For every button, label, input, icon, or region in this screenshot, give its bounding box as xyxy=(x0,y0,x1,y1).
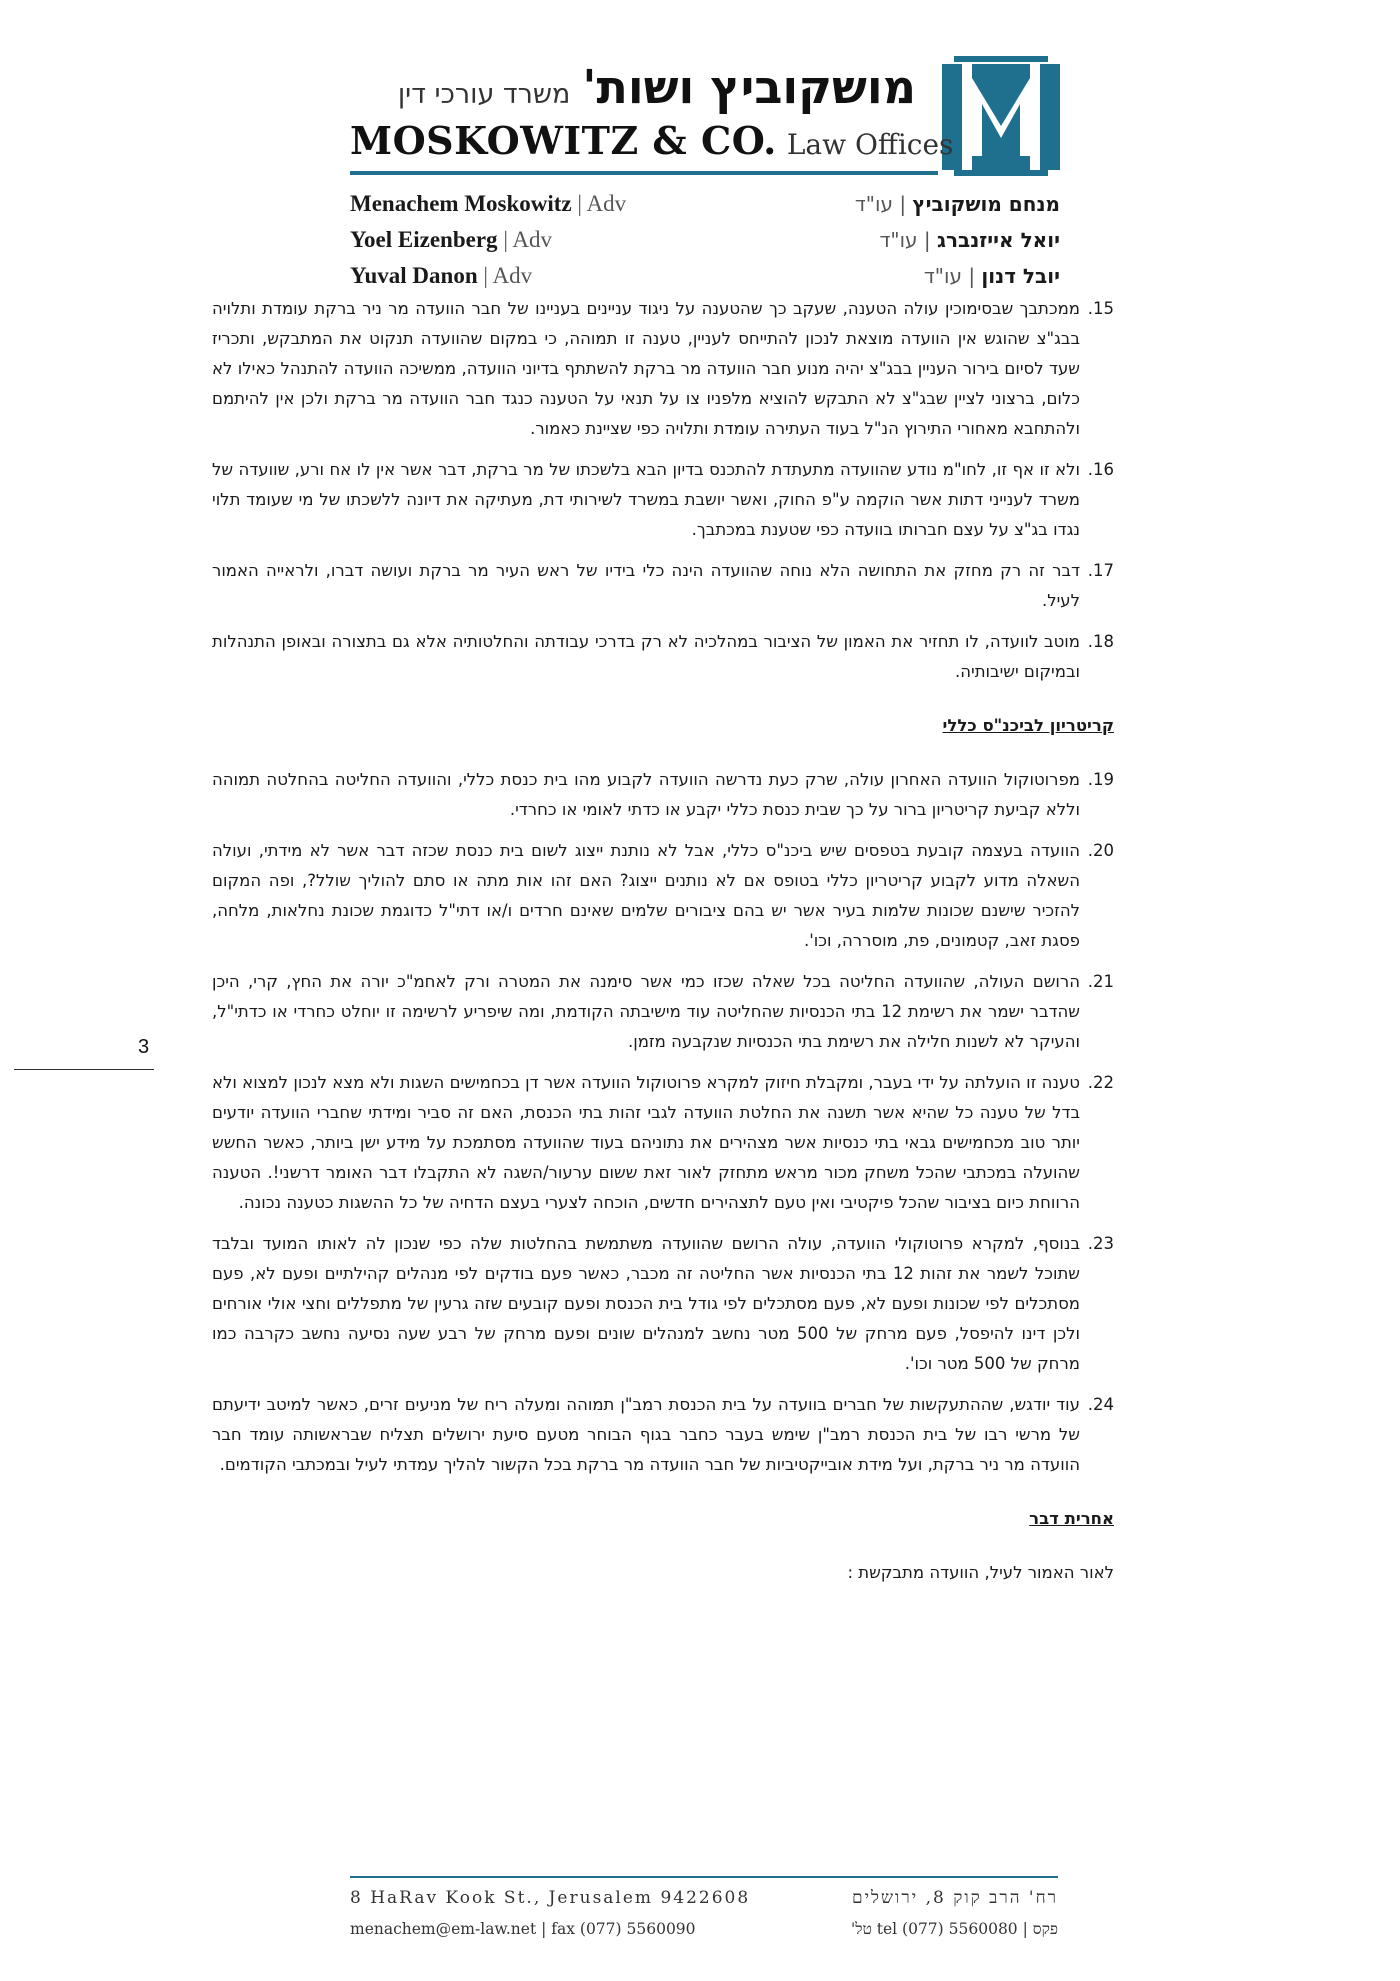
paragraph-text: טענה זו הועלתה על ידי בעבר, ומקבלת חיזוק למקרא פרוטוקול הוועדה אשר דן בכחמישים השגות ולא מצא לנכון למצוא ולא בדל של טענה כל שהיא אשר תשנה את החלטת הוועדה לגבי זהות בתי הכנסת, האם זה סביר ומידתי שחברי הוועדה יודעים יותר טוב מכחמישים גבאי בתי כנסיות אשר מצהירים את נתוניהם בעוד שהוועדה מסתמכת על מידע ישן ביותר, כאשר החשש שהועלה במכתבי שהכל משחק מכור מראש מתחזק לאור זאת ששום ערעור/השגה לא התקבלו דבר האומר דרשני!. הטענה הרווחת כיום בציבור שהכל פיקטיבי ואין טעם לתצהירים חדשים, הוכחה לצערי בעצם הדחיה של כל ההשגות כטענה נכונה. xyxy=(212,1073,1080,1212)
paragraph-number: 23. xyxy=(1087,1234,1114,1253)
section-heading-criteria: קריטריון לביכנ"ס כללי xyxy=(942,716,1114,735)
lawyer-title: | עו"ד xyxy=(854,192,907,216)
paragraph-text: ולא זו אף זו, לחו"מ נודע שהוועדה מתעתדת להתכנס בדיון הבא בלשכתו של מר ברקת, דבר אשר אין לו אח ורע, שוועדה של משרד לענייני דתות אשר הוקמה ע"פ החוק, ואשר יושבת במשרד לשירותי דת, מעתיקה את דיונה ללשכתו של מי שעומד תלוי נגדו בג"צ על עצם חברותו בוועדה כפי שטענת במכתבך. xyxy=(212,460,1080,539)
firm-subtitle-he: משרד עורכי דין xyxy=(397,79,571,110)
closing-text: לאור האמור לעיל, הוועדה מתבקשת : xyxy=(847,1563,1114,1582)
footer-divider xyxy=(350,1876,1058,1878)
footer-contact xyxy=(350,1920,1058,1939)
paragraph xyxy=(212,967,1114,1057)
paragraph-text: מפרוטוקול הוועדה האחרון עולה, שרק כעת נדרשה הוועדה לקבוע מהו בית כנסת כללי, והוועדה החליטה בהחלטה תמוהה וללא קביעת קריטריון ברור על כך שבית כנסת כללי יקבע או כדתי לאומי או כחרדי. xyxy=(212,770,1080,819)
paragraph xyxy=(212,1229,1114,1379)
lawyer-name: Yuval Danon xyxy=(350,263,478,288)
header-divider xyxy=(350,171,938,175)
paragraph-text: בנוסף, למקרא פרוטוקולי הוועדה, עולה הרושם שהוועדה משתמשת בהחלטות שלה כפי שנכון לה לאותו המועד ובלבד שתוכל לשמר את זהות 12 בתי הכנסיות אשר החליטה זה מכבר, כאשר פעם בודקים לפי מנהלים קהילתיים ופעם לא, פעם מסתכלים לפי שכונות ופעם לא, פעם מסתכלים לפי גודל בית הכנסת ופעם קובעים שזה גרעין של מתפללים וחצי אולי אורחים ולכן דינו להיפסל, פעם מרחק של 500 מטר נחשב למנהלים שונים ופעם מרחק של רבע שעה נסיעה נחשב כקרבה כמו מרחק של 500 מטר וכו'. xyxy=(212,1234,1080,1373)
paragraph-text: ממכתבך שבסימוכין עולה הטענה, שעקב כך שהטענה על ניגוד עניינים בעניינו של חבר הוועדה מר ניר ברקת עומדת ותלויה בבג"צ שהוגש אין הוועדה מוצאת לנכון להתייחס לעניין, טענה זו תמוהה, כי במקום שהוועדה תנקוט את המתבקש, ותכריז שעד לסיום בירור העניין בבג"צ יהיה מנוע חבר הוועדה מר ברקת להשתתף בדיוני הוועדה, ממשיכה הוועדה להתנהל כאילו לא כלום, ברצוני לציין שבג"צ לא התבקש להוציא מלפניו צו על תנאי על הטענה כנגד חבר הוועדה מר ברקת ולכן אין להיתמם ולהתחבא מאחורי התירוץ הנ"ל בעוד העתירה עומדת ותלויה כפי שציינת כאמור. xyxy=(212,299,1080,438)
lawyer-name: מנחם מושקוביץ xyxy=(912,192,1060,216)
firm-subtitle-en: Law Offices xyxy=(786,128,954,161)
lawyer-name: Yoel Eizenberg xyxy=(350,227,498,252)
address-en: 8 HaRav Kook St., Jerusalem 9422608 xyxy=(350,1888,751,1908)
paragraph xyxy=(212,294,1114,444)
paragraph xyxy=(212,455,1114,545)
page-number: 3 xyxy=(138,1036,150,1058)
lawyer-name: יואל אייזנברג xyxy=(937,228,1060,252)
firm-name-he: מושקוביץ ושות' xyxy=(582,60,916,114)
lawyer-he xyxy=(855,186,1060,222)
lawyer-name: יובל דנון xyxy=(981,264,1060,288)
paragraph xyxy=(212,1068,1114,1218)
paragraph xyxy=(212,556,1114,616)
paragraph xyxy=(212,836,1114,956)
lawyers-list-en xyxy=(350,186,626,294)
paragraph-number: 21. xyxy=(1087,972,1114,991)
lawyer-title: | עו"ד xyxy=(879,228,931,252)
lawyer-en xyxy=(350,258,626,294)
contact-he: פקס | tel (077) 5560080 טל' xyxy=(850,1920,1058,1938)
paragraph-text: הרושם העולה, שהוועדה החליטה בכל שאלה שכזו כמי אשר סימנה את המטרה ורק לאחמ"כ יורה את החץ, קרי, היכן שהדבר ישמר את רשימת 12 בתי הכנסיות שהחליטה עוד מישיבתה הקודמת, ומה שיפריע לרשימה זו יוחלט כחרדי או כדתי"ל, והעיקר לא לשנות חלילה את רשימת בתי הכנסיות שנקבעה מזמן. xyxy=(212,972,1080,1051)
paragraph-text: עוד יודגש, שההתעקשות של חברים בוועדה על בית הכנסת רמב"ן תמוהה ומעלה ריח של מניעים זרים, כאשר למיטב ידיעתם של מרשי רבו של בית הכנסת רמב"ן שימש בעבר כחבר בגוף הבוחר מטעם סיעת ירושלים תצליח שבראשותה עומד חבר הוועדה מר ניר ברקת, ועל מידת אובייקטיביות של חבר הוועדה מר ברקת בכל הקשור להליך עמדתי לעיל ובמכתבי הקודמים. xyxy=(212,1395,1080,1474)
contact-en: menachem@em-law.net | fax (077) 5560090 xyxy=(350,1920,696,1938)
paragraph-number: 15. xyxy=(1087,299,1114,318)
paragraph-number: 16. xyxy=(1087,460,1114,479)
paragraph-number: 17. xyxy=(1087,561,1114,580)
paragraph-number: 19. xyxy=(1087,770,1114,789)
paragraph-text: מוטב לוועדה, לו תחזיר את האמון של הציבור במהלכיה לא רק בדרכי עבודתה והחלטותיה אלא גם בתצורה ובאופן התנהלות ובמיקום ישיבותיה. xyxy=(212,632,1080,681)
paragraph-number: 18. xyxy=(1087,632,1114,651)
paragraph xyxy=(212,627,1114,687)
lawyer-title: | Adv xyxy=(503,227,553,252)
paragraph-number: 20. xyxy=(1087,841,1114,860)
lawyer-title: | Adv xyxy=(483,263,533,288)
firm-name-en: MOSKOWITZ & CO. xyxy=(350,118,777,163)
address-he: רח' הרב קוק 8, ירושלים xyxy=(851,1888,1058,1908)
paragraph-number: 22. xyxy=(1087,1073,1114,1092)
lawyer-name: Menachem Moskowitz xyxy=(350,191,572,216)
paragraph-number: 24. xyxy=(1087,1395,1114,1414)
lawyer-en xyxy=(350,186,626,222)
paragraph-text: דבר זה רק מחזק את התחושה הלא נוחה שהוועדה הינה כלי בידיו של ראש העיר מר ברקת ועושה דברו, ולראייה האמור לעיל. xyxy=(212,561,1080,610)
lawyer-title: | Adv xyxy=(577,191,627,216)
letter-body xyxy=(212,294,1114,1588)
firm-name-hebrew xyxy=(398,60,916,114)
firm-logo xyxy=(942,56,1060,176)
paragraph xyxy=(212,765,1114,825)
page-number-rule xyxy=(14,1069,154,1070)
firm-name-english xyxy=(350,118,953,163)
lawyer-he xyxy=(855,258,1060,294)
lawyer-title: | עו"ד xyxy=(923,264,976,288)
footer-address xyxy=(350,1888,1058,1908)
section-heading-closing: אחרית דבר xyxy=(1029,1509,1114,1528)
paragraph-text: הוועדה בעצמה קובעת בטפסים שיש ביכנ"ס כללי, אבל לא נותנת ייצוג לשום בית כנסת שכזה דבר אשר לא מידתי, ועולה השאלה מדוע לקבוע קריטריון כללי בטופס אם לא נותנים ייצוג? האם זהו אות מתה או סתם להוליך שולל?, ופה המקום להזכיר שישנם שכונות שלמות בעיר אשר יש בהם ציבורים שלמים שאינם חרדים ו/או דתי"ל כדוגמת שכונת נחלאות, מלחה, פסגת זאב, קטמונים, פת, מוסררה, וכו'. xyxy=(212,841,1080,950)
lawyers-list-he xyxy=(855,186,1060,294)
lawyer-he xyxy=(855,222,1060,258)
paragraph xyxy=(212,1390,1114,1480)
lawyer-en xyxy=(350,222,626,258)
